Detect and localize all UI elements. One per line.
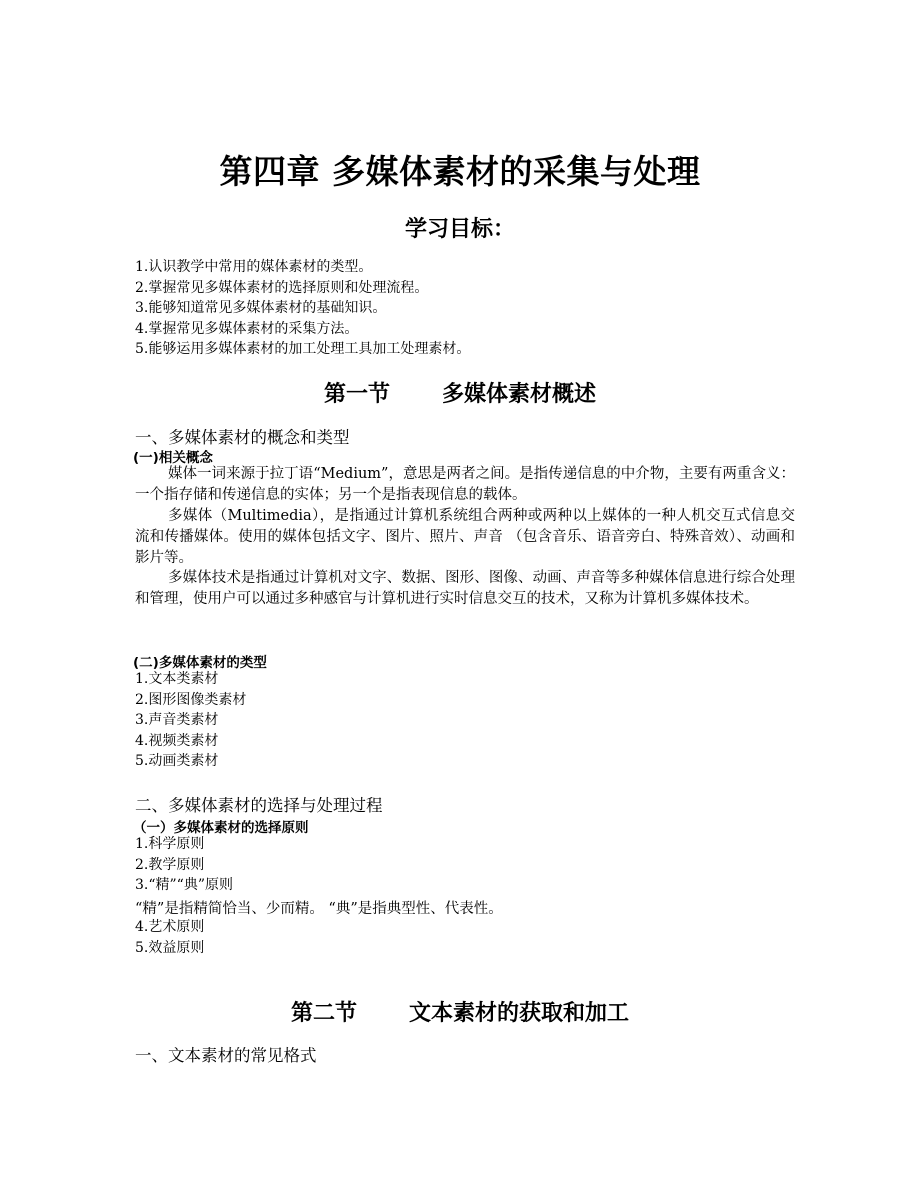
section1-number: 第一节: [323, 381, 390, 407]
list-item: 4.艺术原则: [135, 919, 205, 935]
material-types-list: [135, 669, 246, 772]
list-item: 1.文本类素材: [135, 671, 219, 687]
section2-title: [0, 996, 920, 1027]
paragraph-media: 媒体一词来源于拉丁语“Medium”，意思是两者之间。是指传递信息的中介物，主要有两重含义：一个指存储和传递信息的实体；另一个是指表现信息的载体。: [135, 466, 795, 503]
section1-title: [0, 377, 920, 408]
list-item: 4.视频类素材: [135, 732, 219, 749]
goal-item: 2.掌握常见多媒体素材的选择原则和处理流程。: [135, 279, 429, 296]
section2-part1-heading: 一、文本素材的常见格式: [135, 1046, 317, 1065]
list-item: 3.“精”“典”原则: [135, 877, 233, 893]
principles-list: [135, 834, 233, 896]
types-heading: (二)多媒体素材的类型: [133, 655, 267, 671]
learning-goals-heading: 学习目标：: [404, 216, 515, 242]
paragraph-multimedia: 多媒体（Multimedia），是指通过计算机系统组合两种或两种以上媒体的一种人机交互式信息交流和传播媒体。使用的媒体包括文字、图片、照片、声音 （包含音乐、语音旁白、特殊音效）、动画和影片等。: [135, 508, 795, 566]
jing-dian-note: “精”是指精简恰当、少而精。 “典”是指典型性、代表性。: [135, 901, 503, 917]
concepts-heading: (一)相关概念: [133, 450, 213, 466]
goal-item: 4.掌握常见多媒体素材的采集方法。: [135, 320, 359, 337]
section2-number: 第二节: [290, 1000, 357, 1026]
goal-item: 1.认识教学中常用的媒体素材的类型。: [135, 259, 373, 275]
list-item: 2.教学原则: [135, 856, 205, 873]
section1-part2-heading: 二、多媒体素材的选择与处理过程: [135, 796, 383, 815]
learning-goals-list: [135, 257, 470, 360]
list-item: 5.效益原则: [135, 939, 205, 956]
goal-item: 3.能够知道常见多媒体素材的基础知识。: [135, 300, 387, 316]
list-item: 5.动画类素材: [135, 753, 219, 769]
section2-name: 文本素材的获取和加工: [409, 1000, 630, 1026]
principles-list-continued: [135, 917, 204, 958]
chapter-title: 第四章 多媒体素材的采集与处理: [219, 152, 701, 191]
section1-name: 多媒体素材概述: [442, 381, 597, 407]
goal-item: 5.能够运用多媒体素材的加工处理工具加工处理素材。: [135, 341, 471, 357]
list-item: 1.科学原则: [135, 836, 205, 852]
list-item: 3.声音类素材: [135, 712, 219, 728]
list-item: 2.图形图像类素材: [135, 691, 247, 708]
section1-part1-heading: 一、多媒体素材的概念和类型: [135, 428, 350, 447]
selection-principles-heading: （一）多媒体素材的选择原则: [133, 820, 309, 836]
paragraph-multimedia-tech: 多媒体技术是指通过计算机对文字、数据、图形、图像、动画、声音等多种媒体信息进行综合处理和管理，使用户可以通过多种感官与计算机进行实时信息交互的技术，又称为计算机多媒体技术。: [135, 570, 795, 607]
